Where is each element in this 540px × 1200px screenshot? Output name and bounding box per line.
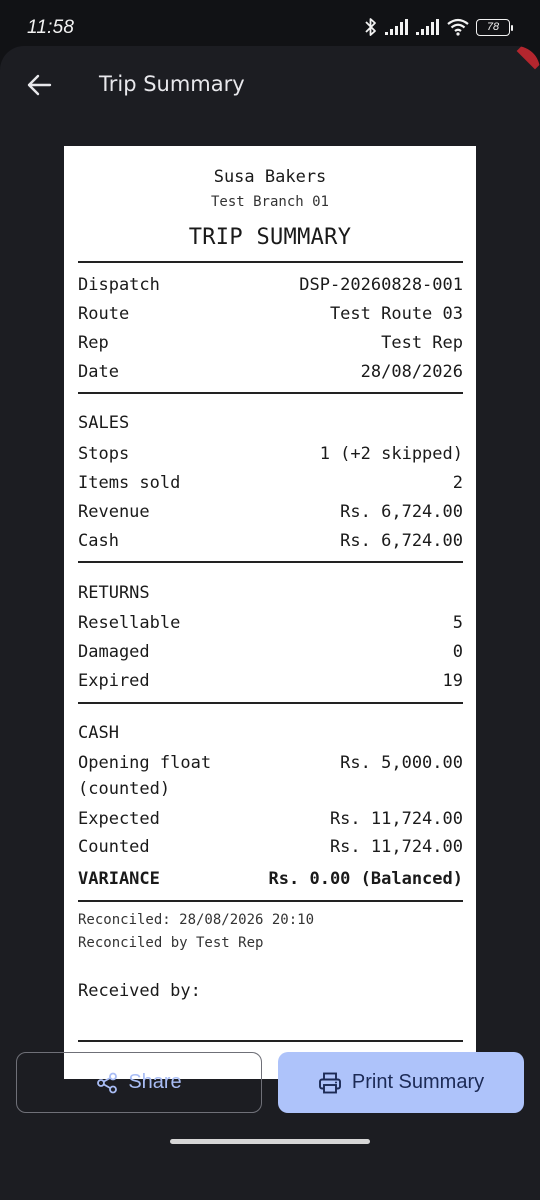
- row-label: Items sold: [78, 473, 181, 493]
- row-label-continued: (counted): [78, 779, 171, 799]
- row-label: Counted: [78, 837, 150, 857]
- row-value: 0: [452, 642, 463, 662]
- cash-row-opening-float: [78, 750, 463, 802]
- row-value: Rs. 6,724.00: [340, 531, 463, 551]
- sales-row-items-sold: [78, 472, 463, 494]
- signature-line: [78, 1040, 463, 1042]
- row-label: Stops: [78, 444, 130, 464]
- row-label: Expired: [78, 671, 150, 691]
- row-label: Resellable: [78, 613, 181, 633]
- divider: [78, 900, 463, 902]
- row-label: Damaged: [78, 642, 150, 662]
- row-label: Revenue: [78, 502, 150, 522]
- wifi-icon: [447, 18, 469, 36]
- detail-row-rep: [78, 332, 463, 354]
- battery-icon: [476, 19, 510, 36]
- row-value: Rs. 11,724.00: [329, 809, 463, 829]
- signal-icon-2: [416, 18, 440, 36]
- back-button[interactable]: [20, 66, 58, 104]
- detail-row-route: [78, 303, 463, 325]
- returns-row-resellable: [78, 612, 463, 634]
- sales-row-cash: [78, 530, 463, 552]
- detail-value: Test Route 03: [329, 304, 463, 324]
- detail-row-date: [78, 361, 463, 383]
- detail-value: Test Rep: [381, 333, 463, 353]
- received-by-label: Received by:: [78, 981, 201, 1001]
- returns-row-damaged: [78, 641, 463, 663]
- row-label: Opening float: [78, 753, 212, 773]
- row-value: 5: [452, 613, 463, 633]
- status-bar: [0, 0, 540, 46]
- reconciled-timestamp: Reconciled: 28/08/2026 20:10: [78, 912, 315, 928]
- battery-level: 78: [486, 21, 500, 33]
- cash-row-variance: [78, 868, 463, 890]
- sales-row-stops: [78, 443, 463, 465]
- returns-section-title: RETURNS: [78, 583, 150, 603]
- detail-label: Rep: [78, 333, 109, 353]
- print-summary-button[interactable]: [278, 1052, 524, 1113]
- detail-row-dispatch: [78, 274, 463, 296]
- status-time: 11:58: [27, 17, 75, 38]
- sales-row-revenue: [78, 501, 463, 523]
- app-bar: [0, 46, 540, 124]
- cash-row-counted: [78, 836, 463, 858]
- status-icons: [364, 17, 510, 37]
- signal-icon: [385, 18, 409, 36]
- app-surface: [0, 46, 540, 1200]
- detail-value: DSP-20260828-001: [299, 275, 463, 295]
- row-value: Rs. 6,724.00: [340, 502, 463, 522]
- detail-label: Date: [78, 362, 119, 382]
- returns-row-expired: [78, 670, 463, 692]
- share-label: Share: [128, 1071, 182, 1093]
- divider: [78, 392, 463, 394]
- home-indicator[interactable]: [170, 1139, 370, 1144]
- row-value: 2: [452, 473, 463, 493]
- row-value: Rs. 5,000.00: [340, 753, 463, 773]
- share-icon: [96, 1072, 118, 1094]
- detail-label: Route: [78, 304, 130, 324]
- page-title: Trip Summary: [99, 72, 245, 96]
- receipt-heading: TRIP SUMMARY: [188, 225, 352, 250]
- share-button[interactable]: [16, 1052, 262, 1113]
- row-value: Rs. 0.00 (Balanced): [268, 869, 463, 889]
- cash-row-expected: [78, 808, 463, 830]
- divider: [78, 561, 463, 563]
- divider: [78, 261, 463, 263]
- row-value: 1 (+2 skipped): [319, 444, 463, 464]
- cash-section-title: CASH: [78, 723, 119, 743]
- row-value: Rs. 11,724.00: [329, 837, 463, 857]
- shop-name: Susa Bakers: [213, 167, 327, 187]
- row-label: Expected: [78, 809, 160, 829]
- branch-name: Test Branch 01: [210, 194, 329, 210]
- detail-label: Dispatch: [78, 275, 160, 295]
- divider: [78, 702, 463, 704]
- receipt-preview: [64, 146, 476, 1079]
- row-label: VARIANCE: [78, 869, 160, 889]
- detail-value: 28/08/2026: [360, 362, 463, 382]
- arrow-left-icon: [26, 73, 52, 97]
- row-value: 19: [442, 671, 463, 691]
- sales-section-title: SALES: [78, 413, 130, 433]
- reconciled-by: Reconciled by Test Rep: [78, 935, 264, 951]
- print-summary-label: Print Summary: [351, 1071, 485, 1093]
- row-label: Cash: [78, 531, 119, 551]
- bluetooth-icon: [364, 17, 378, 37]
- printer-icon: [318, 1072, 342, 1094]
